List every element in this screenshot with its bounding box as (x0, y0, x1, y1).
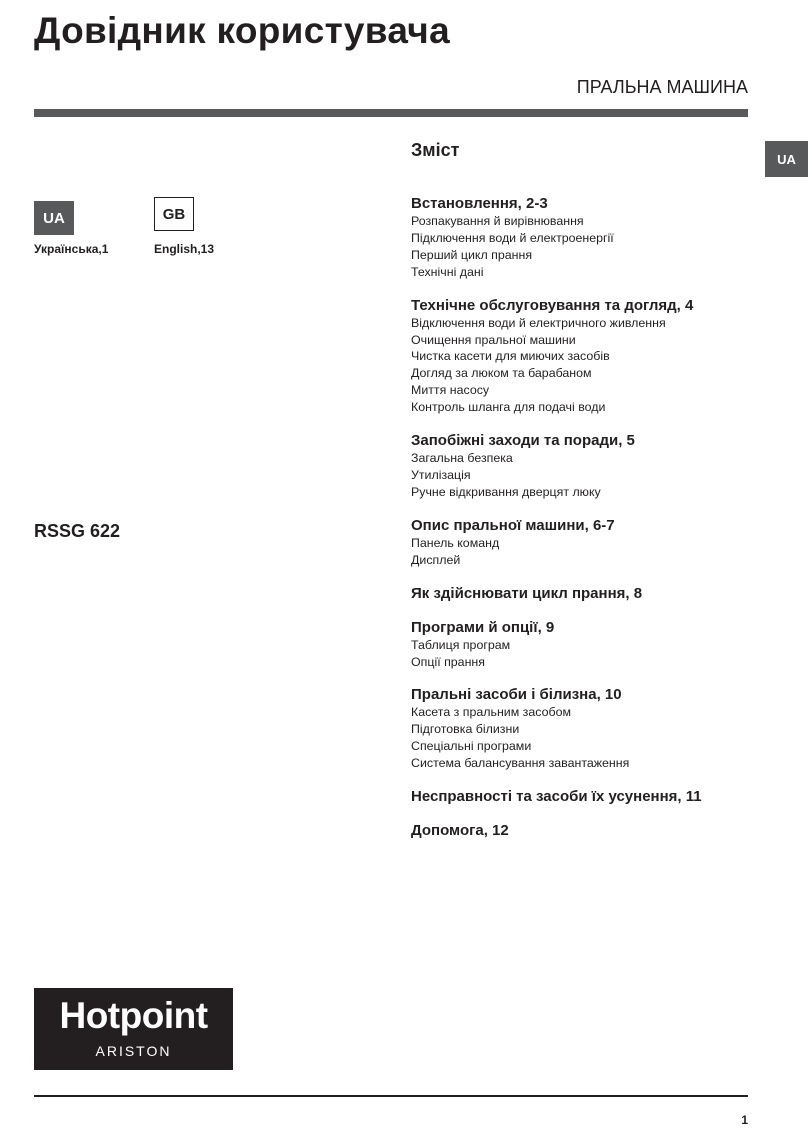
page-title: Довідник користувача (34, 10, 450, 51)
brand-logo (34, 988, 233, 1070)
toc-subitem[interactable]: Очищення пральної машини (411, 332, 576, 347)
toc-section (411, 685, 756, 772)
toc-subitem[interactable]: Утилізація (411, 467, 471, 482)
toc-subitem[interactable]: Панель команд (411, 535, 500, 550)
toc-subitem[interactable]: Касета з пральним засобом (411, 705, 571, 720)
toc-section-heading[interactable]: Програми й опції, 9 (411, 618, 555, 636)
toc-subitem[interactable]: Підключення води й електроенергії (411, 230, 614, 245)
toc-subitem[interactable]: Перший цикл прання (411, 247, 533, 262)
header-divider (34, 109, 748, 117)
toc-section (411, 787, 756, 806)
language-badge-gb[interactable]: GB (154, 197, 194, 231)
toc-section (411, 296, 756, 416)
brand-logo-sub: ARISTON (95, 1043, 172, 1059)
toc-section (411, 821, 756, 840)
page-number: 1 (741, 1113, 748, 1127)
language-label-ua[interactable]: Українська,1 (34, 242, 109, 256)
toc-subitem[interactable]: Загальна безпека (411, 451, 513, 466)
product-type-label: ПРАЛЬНА МАШИНА (576, 77, 748, 97)
toc-section-heading[interactable]: Запобіжні заходи та поради, 5 (411, 432, 635, 450)
toc-section (411, 194, 756, 281)
toc-subitem[interactable]: Підготовка білизни (411, 722, 520, 737)
toc-section-heading[interactable]: Встановлення, 2-3 (411, 195, 548, 212)
toc-subitem[interactable]: Опції прання (411, 654, 485, 669)
model-number: RSSG 622 (34, 521, 121, 541)
toc-section-heading[interactable]: Допомога, 12 (411, 822, 509, 840)
toc-subitem[interactable]: Технічні дані (411, 264, 484, 279)
toc-section-heading[interactable]: Несправності та засоби їх усунення, 11 (411, 788, 702, 806)
toc-subitem[interactable]: Контроль шланга для подачі води (411, 400, 606, 415)
toc-section (411, 618, 756, 671)
toc-section (411, 516, 756, 569)
language-side-tab: UA (765, 141, 808, 177)
toc-sections (411, 194, 756, 840)
toc-subitem[interactable]: Розпакування й вирівнювання (411, 214, 584, 228)
language-badge-ua[interactable]: UA (34, 201, 74, 235)
toc-section-heading[interactable]: Як здійснювати цикл прання, 8 (411, 584, 643, 602)
toc-title: Зміст (411, 140, 460, 160)
toc-subitem[interactable]: Таблиця програм (411, 637, 511, 652)
toc-subitem[interactable]: Миття насосу (411, 383, 490, 398)
toc-subitem[interactable]: Спеціальні програми (411, 739, 532, 754)
brand-logo-main: Hotpoint (59, 995, 208, 1036)
toc-section-heading[interactable]: Опис пральної машини, 6-7 (411, 516, 615, 534)
toc-section (411, 584, 756, 603)
toc-subitem[interactable]: Ручне відкривання дверцят люку (411, 484, 601, 499)
toc-subitem[interactable]: Догляд за люком та барабаном (411, 366, 592, 381)
language-label-gb[interactable]: English,13 (154, 242, 215, 256)
toc-section-heading[interactable]: Пральні засоби і білизна, 10 (411, 686, 622, 704)
table-of-contents (411, 139, 756, 855)
footer-divider (34, 1095, 748, 1097)
toc-subitem[interactable]: Відключення води й електричного живлення (411, 315, 666, 330)
toc-subitem[interactable]: Чистка касети для миючих засобів (411, 349, 610, 364)
toc-subitem[interactable]: Дисплей (411, 552, 461, 567)
toc-section-heading[interactable]: Технічне обслуговування та догляд, 4 (411, 296, 694, 314)
toc-subitem[interactable]: Система балансування завантаження (411, 756, 630, 771)
toc-section (411, 431, 756, 501)
